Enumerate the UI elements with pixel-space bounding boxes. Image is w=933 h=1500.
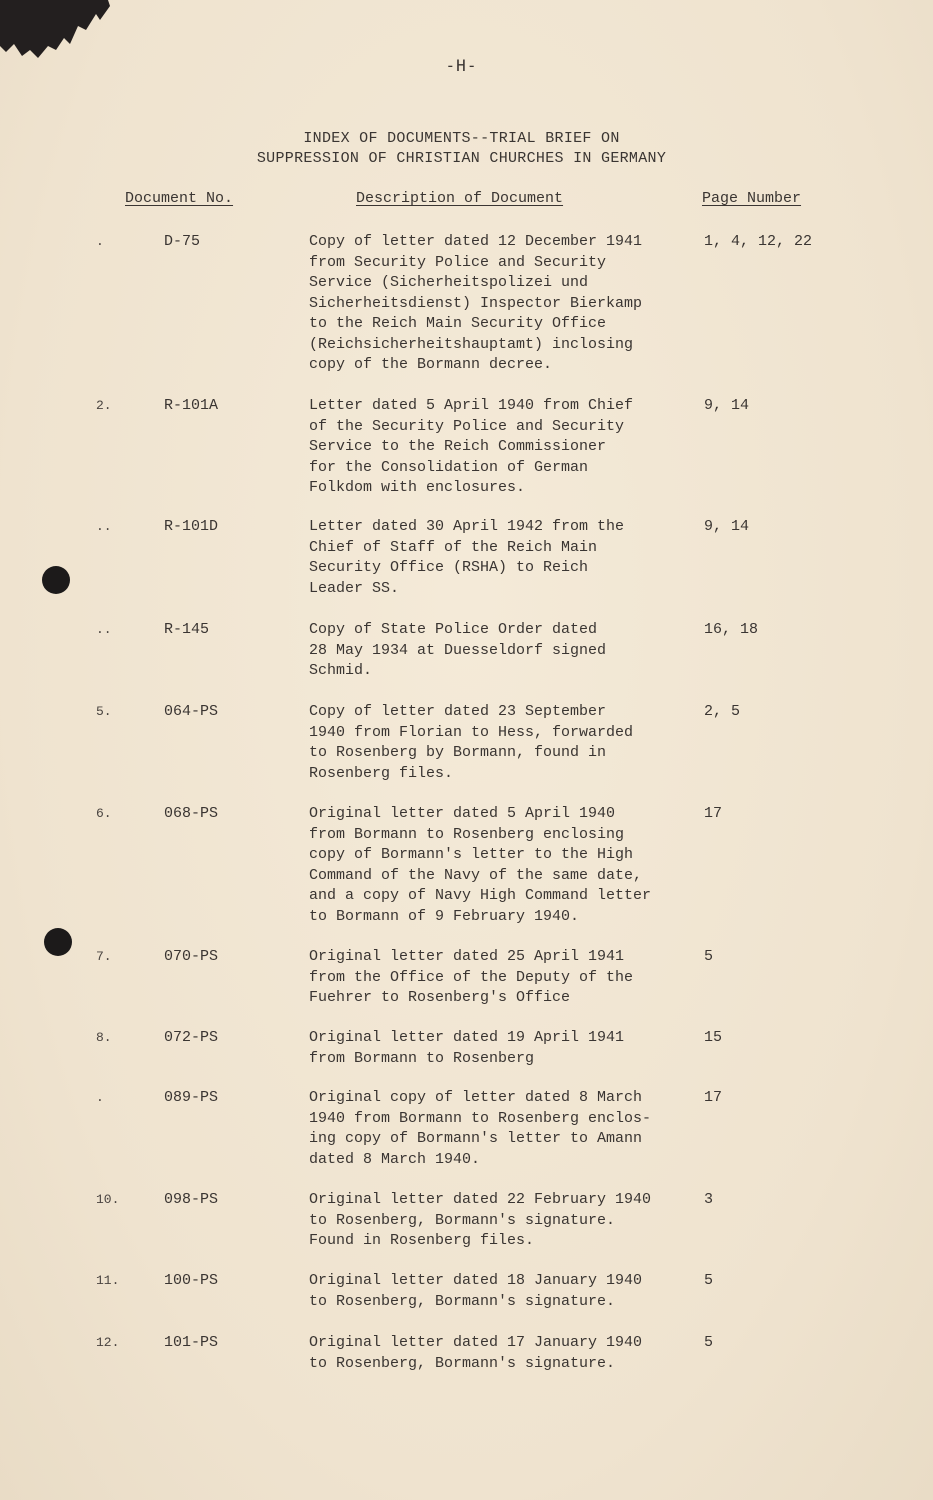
item-number: 10.: [96, 1192, 120, 1207]
document-number: 098-PS: [164, 1191, 219, 1208]
description-line: from Bormann to Rosenberg enclosing: [309, 825, 625, 843]
description-line: of the Security Police and Security: [309, 417, 625, 435]
page-numbers: 15: [704, 1029, 723, 1046]
description-line: for the Consolidation of German: [309, 458, 589, 476]
punch-hole-top: [42, 566, 70, 594]
description-line: copy of the Bormann decree.: [309, 356, 553, 373]
description-line: Command of the Navy of the same date,: [309, 866, 643, 884]
page-numbers: 2, 5: [704, 703, 741, 720]
page-numbers: 9, 14: [704, 518, 750, 535]
document-number: R-145: [164, 621, 210, 638]
document-number: 070-PS: [164, 948, 219, 965]
page-numbers: 16, 18: [704, 621, 759, 638]
document-description: [309, 232, 689, 376]
item-number: 12.: [96, 1335, 120, 1350]
description-line: Sicherheitsdienst) Inspector Bierkamp: [309, 294, 643, 312]
description-line: Original letter dated 17 January 1940: [309, 1334, 643, 1351]
document-description: [309, 1028, 689, 1069]
item-number: 8.: [96, 1030, 112, 1045]
item-number: 7.: [96, 949, 112, 964]
document-description: [309, 1088, 689, 1170]
column-header-doc-no: Document No.: [125, 190, 234, 207]
document-number: 089-PS: [164, 1089, 219, 1106]
document-number: 064-PS: [164, 703, 219, 720]
description-line: Fuehrer to Rosenberg's Office: [309, 989, 571, 1006]
description-line: Original letter dated 22 February 1940: [309, 1191, 652, 1208]
description-line: Copy of letter dated 23 September: [309, 703, 607, 720]
description-line: to Bormann of 9 February 1940.: [309, 907, 580, 925]
description-line: 1940 from Florian to Hess, forwarded: [309, 723, 634, 741]
description-line: from Security Police and Security: [309, 253, 607, 271]
document-description: [309, 804, 689, 927]
document-description: [309, 620, 689, 682]
description-line: from the Office of the Deputy of the: [309, 968, 634, 986]
description-line: Original letter dated 19 April 1941: [309, 1029, 625, 1046]
page-title-line-2: SUPPRESSION OF CHRISTIAN CHURCHES IN GERMANY: [256, 150, 667, 167]
description-line: to Rosenberg, Bormann's signature.: [309, 1292, 616, 1310]
item-number: 11.: [96, 1273, 120, 1288]
description-line: copy of Bormann's letter to the High: [309, 846, 634, 863]
page-numbers: 3: [704, 1191, 714, 1208]
description-line: Rosenberg files.: [309, 764, 454, 782]
item-number: .: [96, 1090, 104, 1105]
document-number: 101-PS: [164, 1334, 219, 1351]
column-header-description: Description of Document: [356, 190, 564, 207]
document-number: 068-PS: [164, 805, 219, 822]
description-line: to Rosenberg, Bormann's signature.: [309, 1354, 616, 1372]
item-number: .: [96, 234, 104, 249]
description-line: 1940 from Bormann to Rosenberg enclos-: [309, 1109, 652, 1127]
torn-corner: [0, 0, 110, 60]
description-line: to the Reich Main Security Office: [309, 315, 607, 332]
description-line: to Rosenberg, Bormann's signature.: [309, 1211, 616, 1229]
description-line: Folkdom with enclosures.: [309, 479, 526, 496]
description-line: (Reichsicherheitshauptamt) inclosing: [309, 335, 634, 353]
document-description: [309, 517, 689, 599]
description-line: and a copy of Navy High Command letter: [309, 887, 652, 904]
description-line: to Rosenberg by Bormann, found in: [309, 744, 607, 761]
item-number: 5.: [96, 704, 112, 719]
description-line: Original letter dated 18 January 1940: [309, 1272, 643, 1289]
document-description: [309, 1271, 689, 1312]
description-line: Original letter dated 5 April 1940: [309, 805, 616, 822]
description-line: Found in Rosenberg files.: [309, 1232, 535, 1249]
page-numbers: 9, 14: [704, 397, 750, 414]
document-description: [309, 396, 689, 499]
description-line: Letter dated 5 April 1940 from Chief: [309, 397, 634, 414]
punch-hole-bottom: [44, 928, 72, 956]
description-line: Chief of Staff of the Reich Main: [309, 538, 598, 556]
page-numbers: 5: [704, 1272, 714, 1289]
description-line: Security Office (RSHA) to Reich: [309, 559, 589, 576]
page-marker: -H-: [445, 56, 478, 75]
document-description: [309, 702, 689, 784]
description-line: Service to the Reich Commissioner: [309, 438, 607, 455]
description-line: Original letter dated 25 April 1941: [309, 948, 625, 965]
item-number: 6.: [96, 806, 112, 821]
item-number: 2.: [96, 398, 112, 413]
description-line: dated 8 March 1940.: [309, 1150, 481, 1168]
page-numbers: 1, 4, 12, 22: [704, 233, 813, 250]
document-description: [309, 947, 689, 1009]
description-line: Copy of State Police Order dated: [309, 621, 598, 638]
description-line: ing copy of Bormann's letter to Amann: [309, 1130, 643, 1147]
page-numbers: 17: [704, 805, 723, 822]
description-line: 28 May 1934 at Duesseldorf signed: [309, 641, 607, 659]
column-header-page-number: Page Number: [702, 190, 802, 207]
document-number: D-75: [164, 233, 201, 250]
description-line: Service (Sicherheitspolizei und: [309, 274, 589, 291]
page-title-line-1: INDEX OF DOCUMENTS--TRIAL BRIEF ON: [303, 130, 620, 147]
description-line: Original copy of letter dated 8 March: [309, 1089, 643, 1106]
page-numbers: 5: [704, 1334, 714, 1351]
description-line: Leader SS.: [309, 579, 400, 597]
description-line: from Bormann to Rosenberg: [309, 1049, 535, 1067]
document-number: R-101D: [164, 518, 219, 535]
page-numbers: 17: [704, 1089, 723, 1106]
document-number: 072-PS: [164, 1029, 219, 1046]
document-description: [309, 1333, 689, 1374]
description-line: Schmid.: [309, 662, 373, 679]
item-number: ..: [96, 519, 112, 534]
page-numbers: 5: [704, 948, 714, 965]
description-line: Letter dated 30 April 1942 from the: [309, 518, 625, 535]
document-description: [309, 1190, 689, 1252]
item-number: ..: [96, 622, 112, 637]
description-line: Copy of letter dated 12 December 1941: [309, 233, 643, 250]
document-number: R-101A: [164, 397, 219, 414]
document-number: 100-PS: [164, 1272, 219, 1289]
